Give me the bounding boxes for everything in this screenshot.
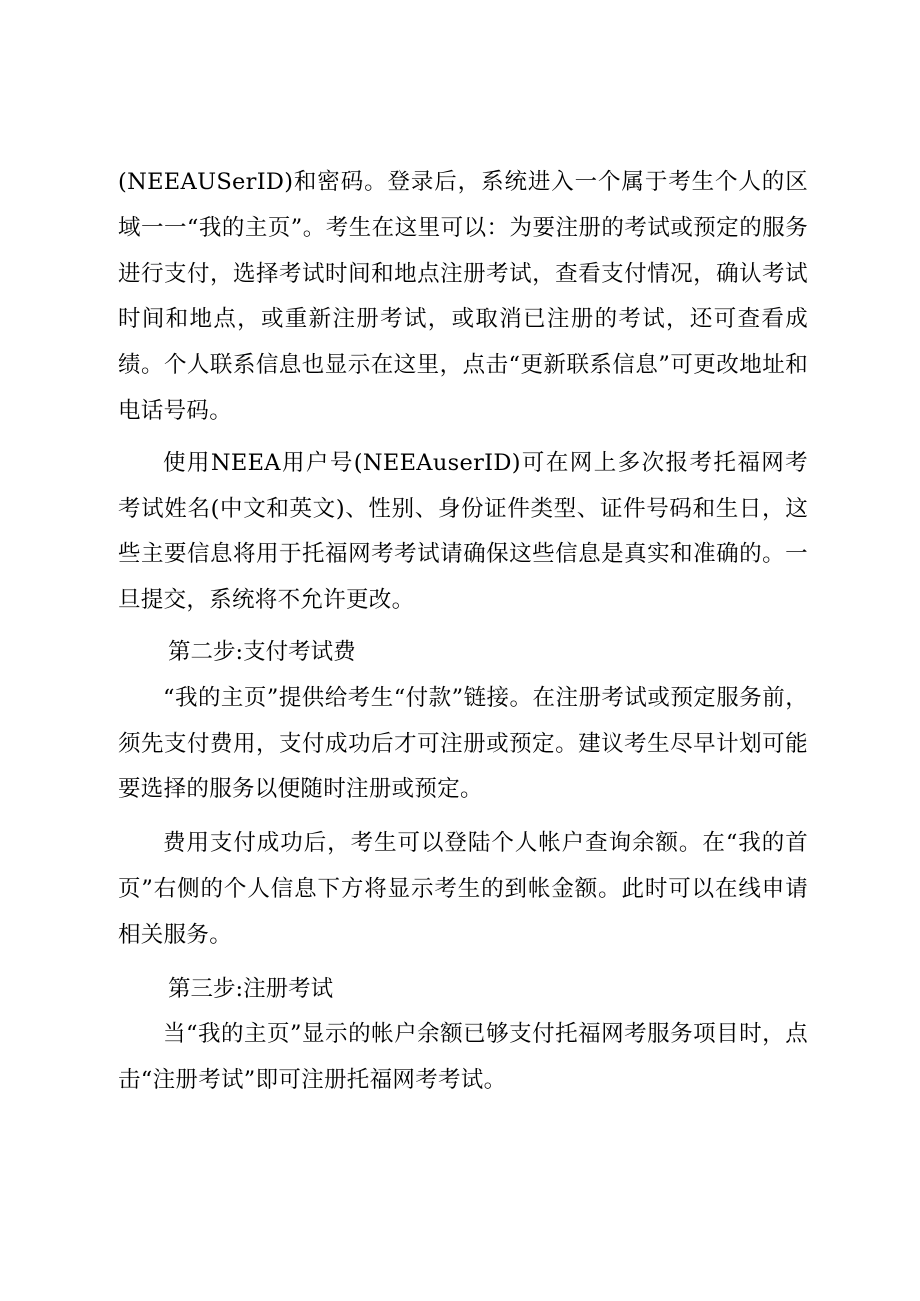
paragraph-neea-userid: 使用NEEA用户号(NEEAuserID)可在网上多次报考托福网考考试姓名(中文和英文)、性别、身份证件类型、证件号码和生日，这些主要信息将用于托福网考考试请确保这些信息是真实和准确的。一旦提交，系统将不允许更改。	[118, 449, 808, 614]
document-body	[118, 160, 808, 1104]
paragraph-register-exam: 当“我的主页”显示的帐户余额已够支付托福网考服务项目时，点击“注册考试”即可注册托福网考考试。	[118, 1021, 808, 1094]
paragraph-login-home: (NEEAUSerID)和密码。登录后，系统进入一个属于考生个人的区域一一“我的主页”。考生在这里可以：为要注册的考试或预定的服务进行支付，选择考试时间和地点注册考试，查看支付情况，确认考试时间和地点，或重新注册考试，或取消已注册的考试，还可查看成绩。个人联系信息也显示在这里，点击“更新联系信息”可更改地址和电话号码。	[118, 169, 808, 424]
paragraph-balance: 费用支付成功后，考生可以登陆个人帐户查询余额。在“我的首页”右侧的个人信息下方将显示考生的到帐金额。此时可以在线申请相关服务。	[118, 830, 808, 948]
paragraph-payment-link: “我的主页”提供给考生“付款”链接。在注册考试或预定服务前，须先支付费用，支付成功后才可注册或预定。建议考生尽早计划可能要选择的服务以便随时注册或预定。	[118, 684, 808, 803]
heading-step-two: 第二步:支付考试费	[168, 638, 356, 665]
heading-step-three: 第三步:注册考试	[168, 975, 334, 1002]
